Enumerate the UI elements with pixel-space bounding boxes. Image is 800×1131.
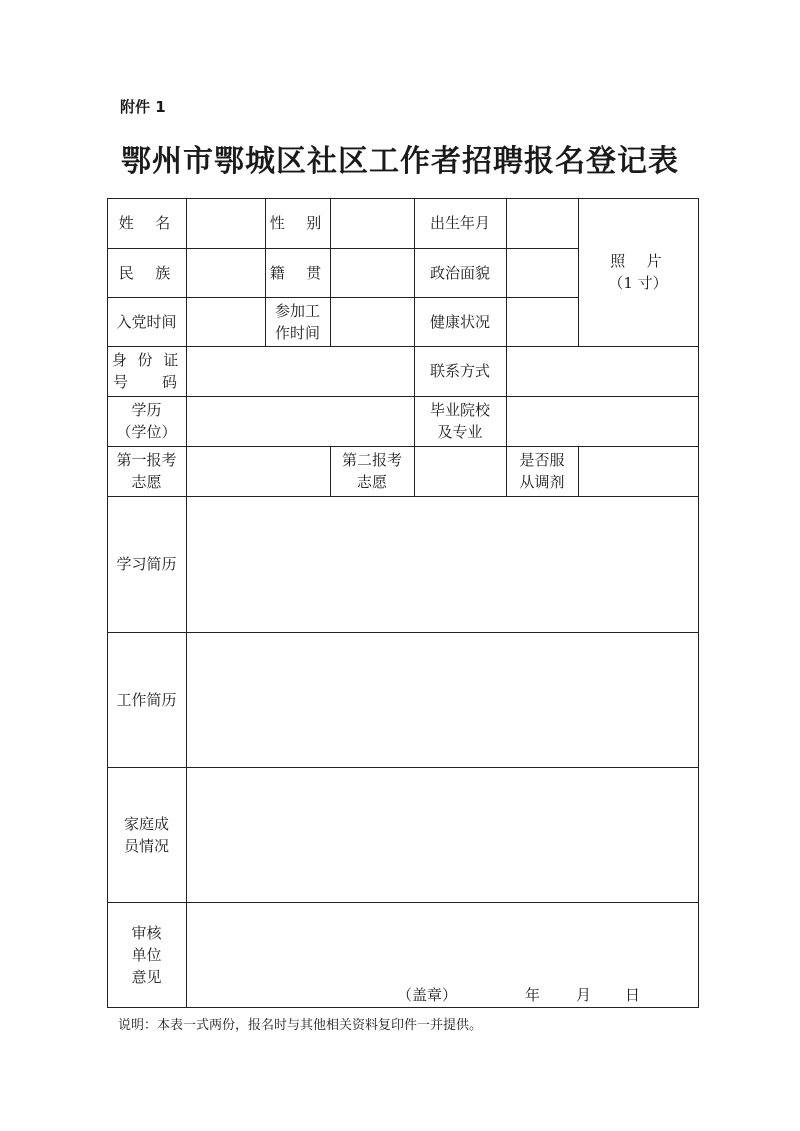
name-field[interactable] bbox=[187, 199, 265, 248]
family-field[interactable] bbox=[187, 768, 698, 902]
photo-label: 照 片 bbox=[610, 252, 666, 270]
month-label: 月 bbox=[576, 986, 592, 1004]
label-name: 姓 名 bbox=[118, 214, 175, 232]
ethnicity-field[interactable] bbox=[187, 249, 265, 297]
label-political-status: 政治面貌 bbox=[429, 263, 490, 282]
label-gender: 性 别 bbox=[269, 214, 326, 232]
contact-field[interactable] bbox=[507, 347, 698, 396]
label-study-history: 学习简历 bbox=[116, 555, 177, 573]
label-health: 健康状况 bbox=[429, 312, 490, 331]
school-field[interactable] bbox=[507, 397, 698, 446]
label-work-start: 参加工 作时间 bbox=[274, 301, 320, 342]
label-school: 毕业院校 及专业 bbox=[429, 401, 490, 441]
day-label: 日 bbox=[625, 986, 641, 1004]
choice2-field[interactable] bbox=[415, 447, 506, 496]
label-review: 审核 单位 意见 bbox=[131, 923, 162, 986]
year-label: 年 bbox=[525, 986, 541, 1004]
registration-form bbox=[107, 198, 699, 1008]
label-ethnicity: 民 族 bbox=[118, 263, 175, 282]
political-status-field[interactable] bbox=[507, 249, 578, 297]
label-contact: 联系方式 bbox=[429, 362, 490, 380]
label-birth: 出生年月 bbox=[429, 214, 490, 232]
birth-field[interactable] bbox=[507, 199, 578, 248]
gender-field[interactable] bbox=[331, 199, 414, 248]
label-choice2: 第二报考 志愿 bbox=[341, 451, 402, 491]
seal-label: （盖章） bbox=[397, 986, 458, 1004]
photo-box[interactable] bbox=[578, 198, 698, 346]
label-choice1: 第一报考 志愿 bbox=[116, 451, 177, 491]
choice1-field[interactable] bbox=[187, 447, 330, 496]
education-field[interactable] bbox=[187, 397, 414, 446]
photo-size-label: （1 寸） bbox=[608, 274, 668, 292]
label-adjust: 是否服 从调剂 bbox=[519, 451, 565, 491]
work-history-field[interactable] bbox=[187, 633, 698, 767]
health-field[interactable] bbox=[507, 298, 578, 346]
form-note: 说明：本表一式两份，报名时与其他相关资料复印件一并提供。 bbox=[118, 1018, 483, 1033]
label-education: 学历 （学位） bbox=[116, 401, 177, 441]
label-family: 家庭成 员情况 bbox=[123, 814, 169, 855]
party-date-field[interactable] bbox=[187, 298, 265, 346]
page-title: 鄂州市鄂城区社区工作者招聘报名登记表 bbox=[121, 144, 679, 179]
review-opinion-field[interactable] bbox=[187, 903, 698, 973]
label-native-place: 籍 贯 bbox=[269, 263, 326, 282]
native-place-field[interactable] bbox=[331, 249, 414, 297]
study-history-field[interactable] bbox=[187, 497, 698, 632]
label-work-history: 工作简历 bbox=[116, 690, 177, 709]
label-id-number: 身 份 证 号 码 bbox=[111, 351, 182, 391]
grid-line bbox=[107, 1007, 699, 1008]
work-start-field[interactable] bbox=[331, 298, 414, 346]
label-party-date: 入党时间 bbox=[116, 312, 177, 331]
adjust-field[interactable] bbox=[579, 447, 698, 496]
grid-line bbox=[698, 198, 699, 1008]
attachment-label: 附件 1 bbox=[120, 98, 166, 116]
